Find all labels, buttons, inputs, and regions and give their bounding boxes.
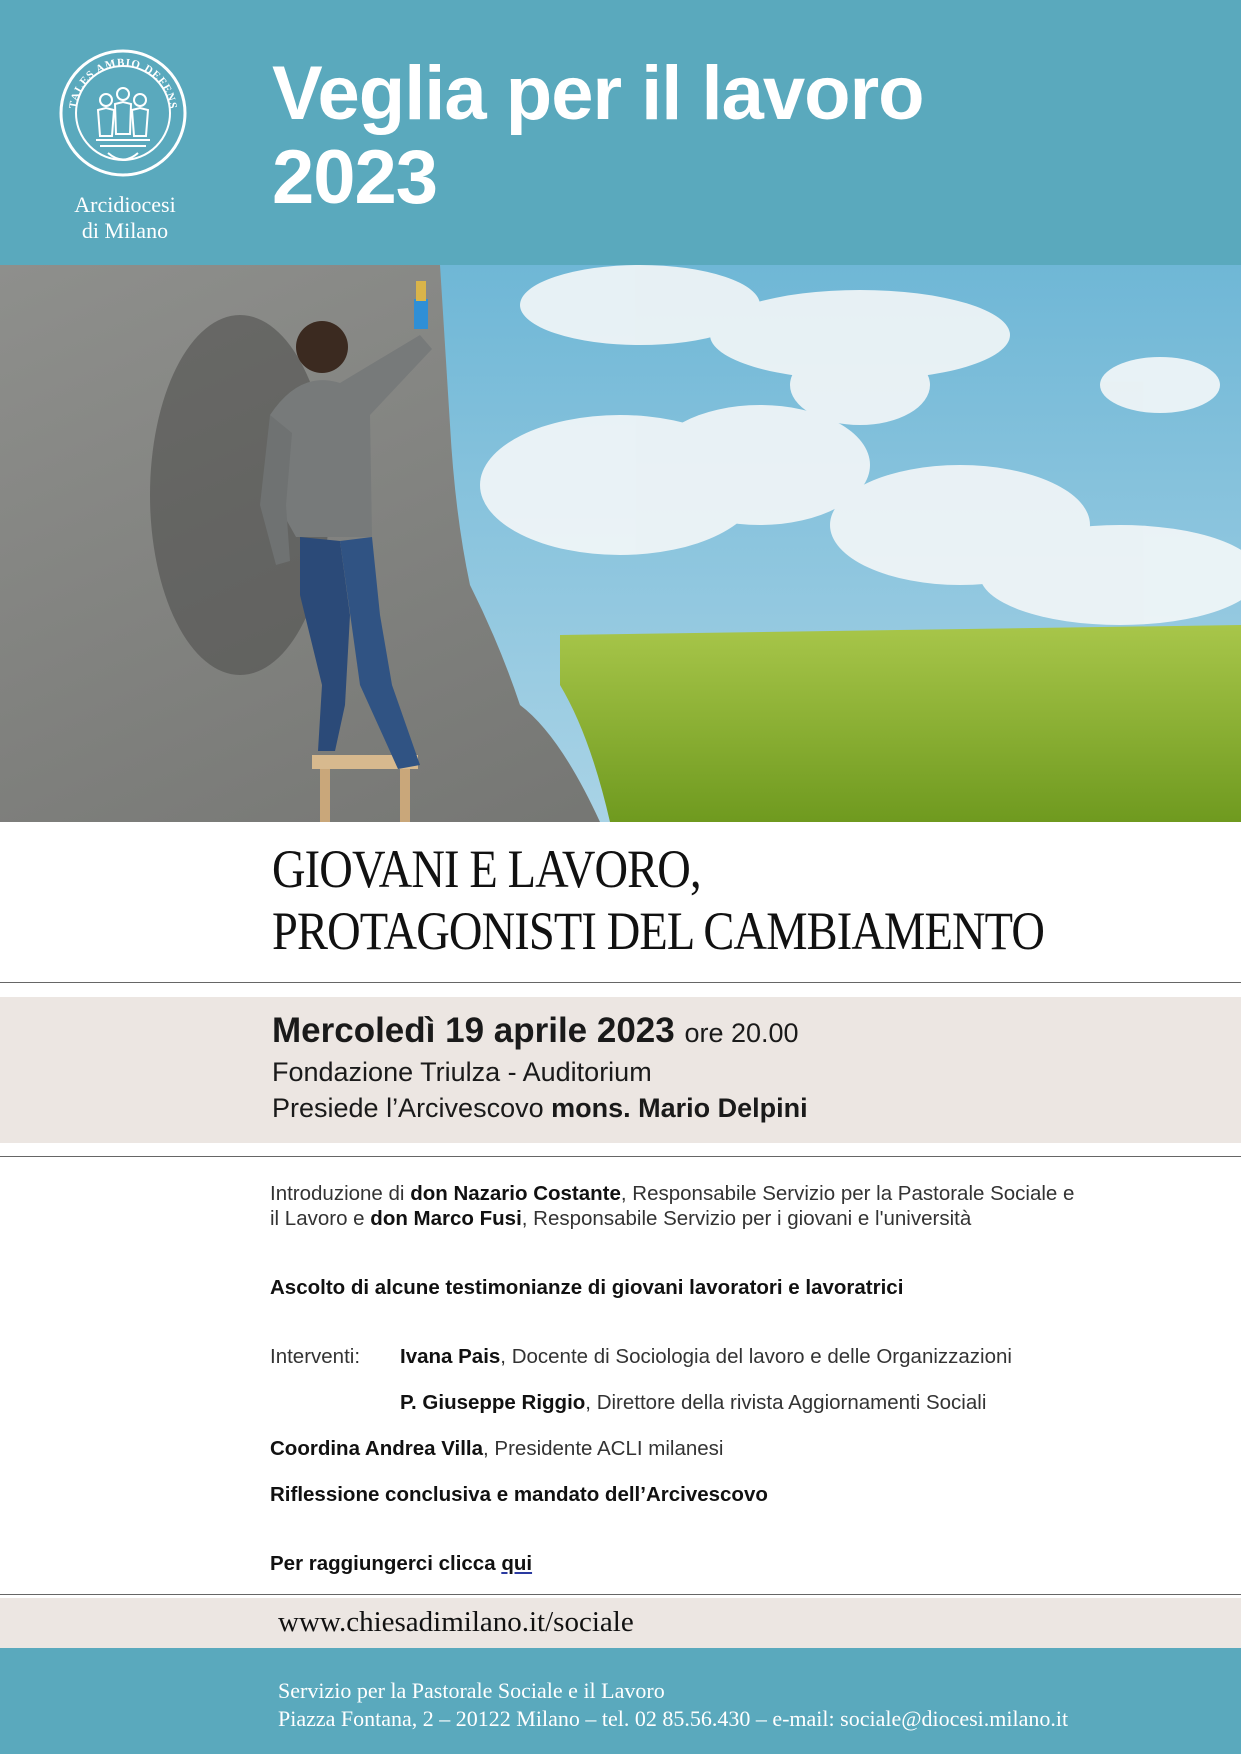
title-line-1: Veglia per il lavoro	[272, 51, 924, 136]
intro-name-1: don Nazario Costante	[410, 1182, 621, 1205]
directions-line	[270, 1552, 532, 1576]
speaker-2	[400, 1391, 986, 1415]
footer	[0, 1648, 1241, 1754]
website-url[interactable]: www.chiesadimilano.it/sociale	[278, 1606, 634, 1638]
closing-text: Riflessione conclusiva e mandato dell’Arcivescovo	[270, 1483, 768, 1506]
speaker-1-name: Ivana Pais	[400, 1345, 501, 1368]
testimonies-text: Ascolto di alcune testimonianze di giovani lavoratori e lavoratrici	[270, 1276, 904, 1299]
speaker-2-role: , Direttore della rivista Aggiornamenti Sociali	[585, 1391, 987, 1414]
intro-name-2: don Marco Fusi	[370, 1207, 522, 1230]
testimonies-line	[270, 1276, 903, 1300]
intro-role-2: , Responsabile Servizio per i giovani e l'università	[521, 1207, 972, 1230]
org-line-2: di Milano	[81, 218, 169, 243]
presides-prefix: Presiede l’Arcivescovo	[272, 1093, 544, 1123]
title-line-2: 2023	[272, 135, 438, 220]
page-title	[272, 52, 924, 220]
presides-name: mons. Mario Delpini	[551, 1093, 808, 1123]
interventi-label: Interventi:	[270, 1345, 361, 1368]
event-date: Mercoledì 19 aprile 2023	[272, 1011, 675, 1050]
website-band	[0, 1598, 1241, 1648]
org-line-1: Arcidiocesi	[74, 192, 176, 217]
intro-prefix: Introduzione di	[270, 1182, 405, 1205]
footer-line-1: Servizio per la Pastorale Sociale e il Lavoro	[278, 1678, 665, 1703]
closing-line	[270, 1483, 768, 1507]
event-place: Fondazione Triulza - Auditorium	[272, 1057, 652, 1087]
speaker-2-name: P. Giuseppe Riggio	[400, 1391, 586, 1414]
coordinator-name: Coordina Andrea Villa	[270, 1437, 484, 1460]
event-subtitle	[272, 838, 1044, 962]
event-time: ore 20.00	[684, 1018, 799, 1048]
intro-role-1b: il Lavoro e	[270, 1207, 365, 1230]
subtitle-line-2: PROTAGONISTI DEL CAMBIAMENTO	[272, 901, 1045, 961]
intro-line-2	[270, 1207, 971, 1231]
event-presides-line	[272, 1093, 808, 1124]
speaker-1	[400, 1345, 1012, 1369]
divider	[0, 982, 1241, 983]
divider	[0, 1156, 1241, 1157]
divider	[0, 1594, 1241, 1595]
diocese-seal-logo	[58, 48, 188, 178]
coordinator-line	[270, 1437, 723, 1461]
header-banner	[0, 0, 1241, 265]
speaker-1-role: , Docente di Sociologia del lavoro e delle Organizzazioni	[500, 1345, 1012, 1368]
subtitle-line-1: GIOVANI E LAVORO,	[272, 839, 701, 899]
coordinator-role: , Presidente ACLI milanesi	[483, 1437, 724, 1460]
svg-text:TALES AMBIO DEFENSORES: TALES AMBIO DEFENS	[67, 56, 179, 111]
hero-photo	[0, 265, 1241, 822]
footer-line-2: Piazza Fontana, 2 – 20122 Milano – tel. 02 85.56.430 – e-mail: sociale@diocesi.milano.it	[278, 1706, 1069, 1731]
organization-name	[60, 192, 190, 244]
event-date-line	[272, 1011, 799, 1051]
directions-link[interactable]: qui	[501, 1552, 533, 1575]
intro-line-1	[270, 1182, 1074, 1206]
directions-text: Per raggiungerci clicca	[270, 1552, 496, 1575]
event-details-band	[0, 997, 1241, 1143]
intro-role-1: , Responsabile Servizio per la Pastorale Sociale e	[620, 1182, 1075, 1205]
